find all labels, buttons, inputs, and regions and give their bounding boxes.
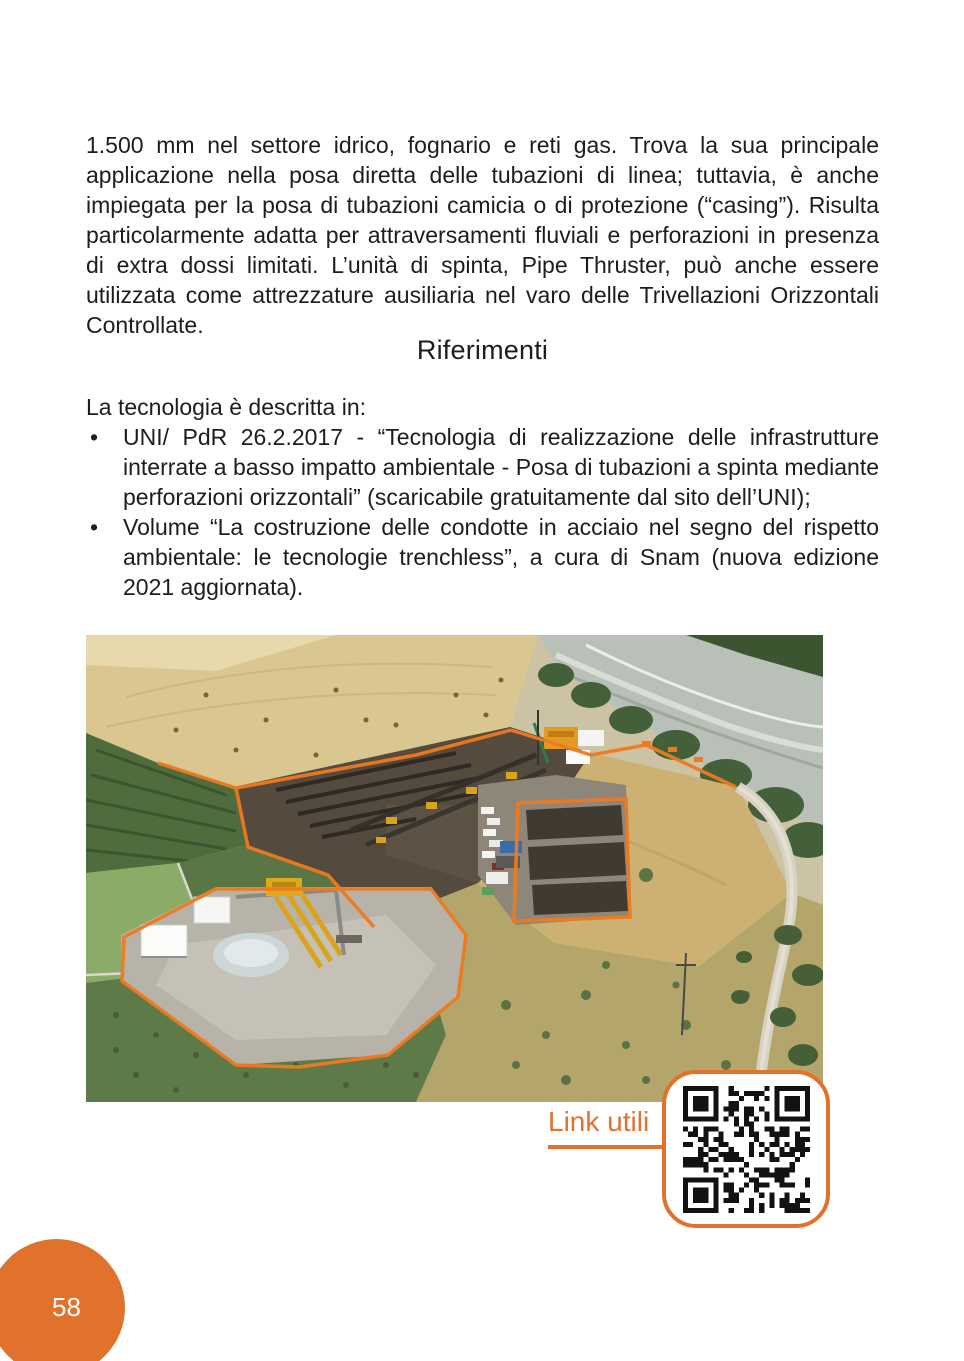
- qr-code-panel: [662, 1070, 830, 1228]
- section-heading: Riferimenti: [416, 335, 549, 365]
- page-number: 58: [52, 1292, 81, 1322]
- body-paragraph: 1.500 mm nel settore idrico, fognario e reti gas. Trova la sua principale applicazione nella posa diretta delle tubazioni di linea; tuttavia, è anche impiegata per la posa di tubazioni camicia o di protezione (“casing”). Risulta particolarmente adatta per attraversamenti fluviali e perforazioni in presenza di extra dossi limitati. L’unità di spinta, Pipe Thruster, può anche essere utilizzata come attrezzature ausiliaria nel varo delle Trivellazioni Orizzontali Controllate.: [86, 132, 879, 338]
- references-block: [86, 392, 879, 602]
- construction-site-photo: [86, 635, 823, 1102]
- references-list: [86, 422, 879, 602]
- useful-links-label[interactable]: Link utili: [548, 1106, 663, 1149]
- references-intro: La tecnologia è descritta in:: [86, 394, 367, 420]
- aerial-photo-illustration: [86, 635, 823, 1102]
- qr-code: [683, 1086, 810, 1213]
- reference-item: • Volume “La costruzione delle condotte in acciaio nel segno del rispetto ambientale: le tecnologie trenchless”, a cura di Snam (nuova edizione 2021 aggiornata).: [86, 512, 879, 602]
- reference-item: • UNI/ PdR 26.2.2017 - “Tecnologia di realizzazione delle infrastrutture interrate a basso impatto ambientale - Posa di tubazioni a spinta mediante perforazioni orizzontali” (scaricabile gratuitamente dal sito dell’UNI);: [86, 422, 879, 512]
